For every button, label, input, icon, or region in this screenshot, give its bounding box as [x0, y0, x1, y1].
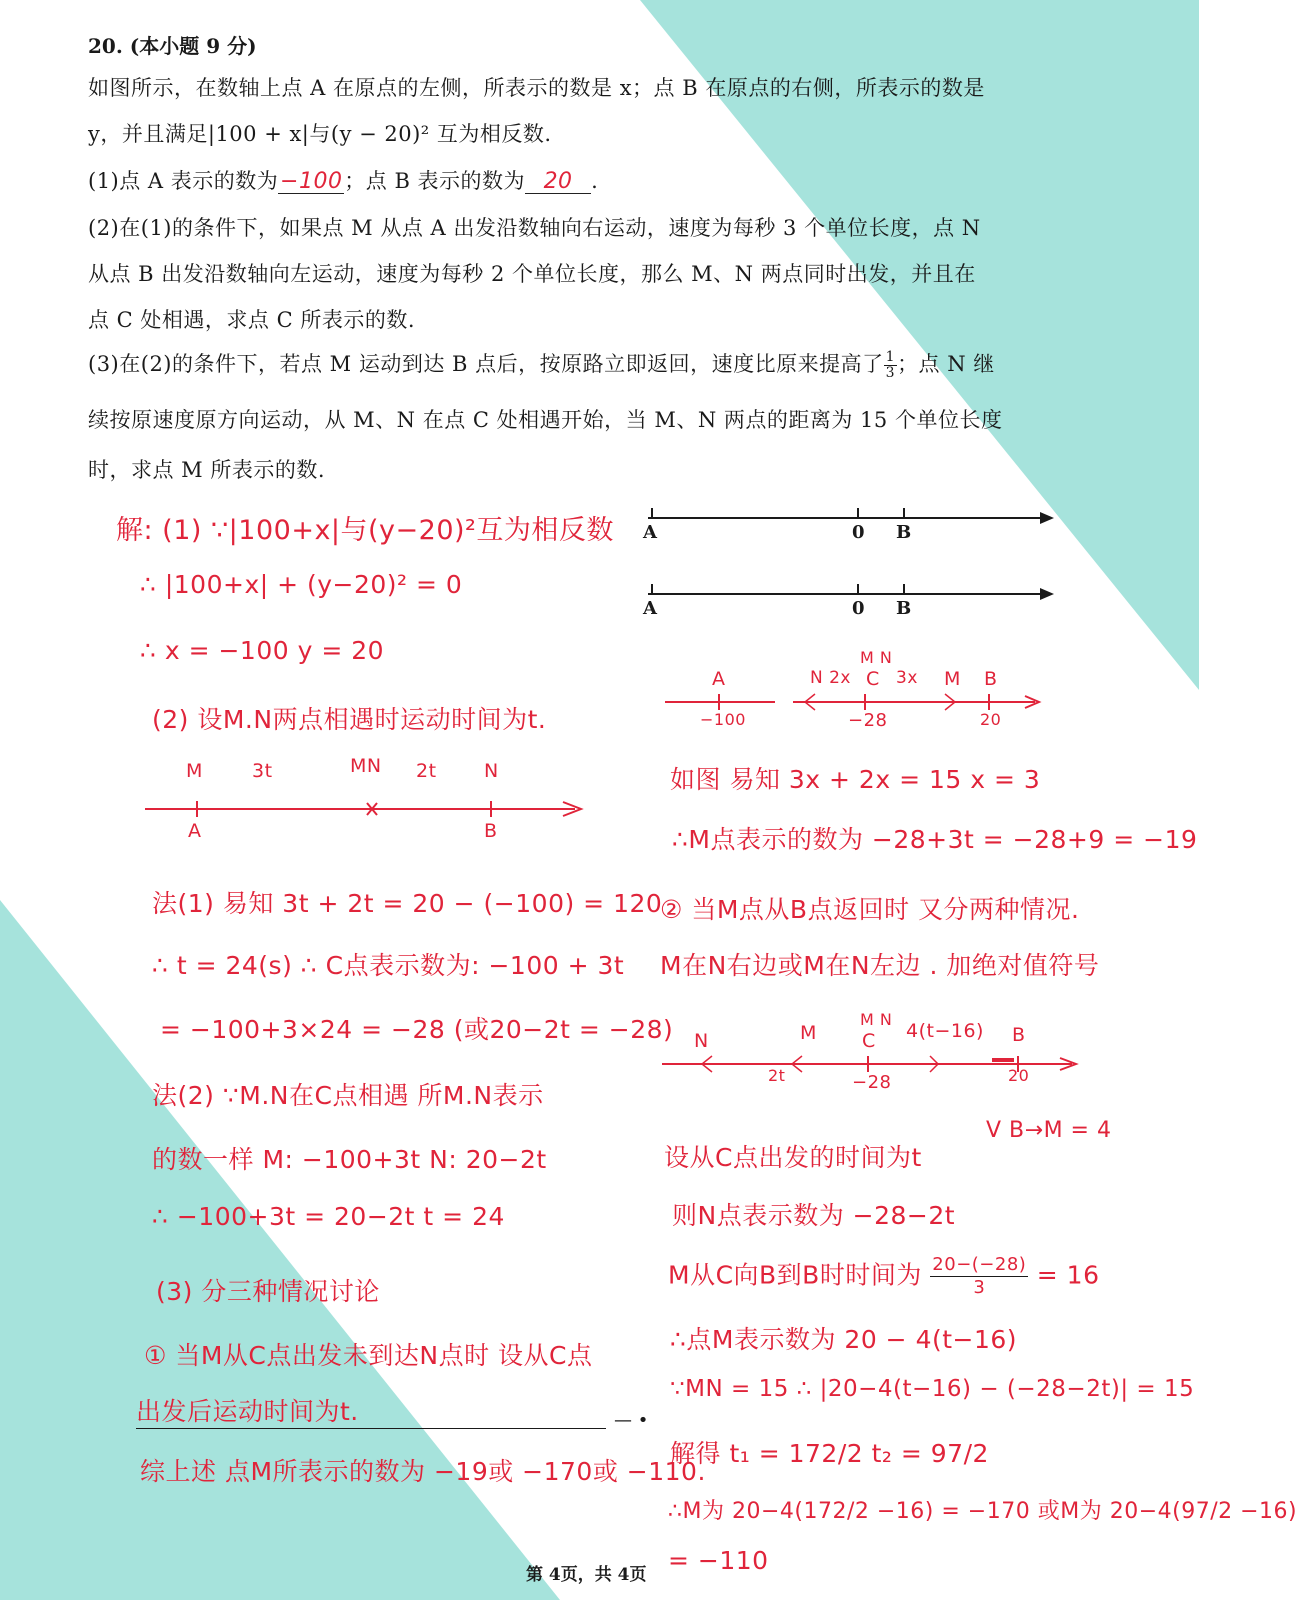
sol-right-7-result: = 16 — [1036, 1260, 1100, 1290]
sol-right-6: 则N点表示数为 −28−2t — [672, 1201, 956, 1230]
part-3-line-2: 续按原速度原方向运动，从 M、N 在点 C 处相遇开始，当 M、N 两点的距离为 15 个单位长度 — [88, 408, 1003, 432]
sol-right-4: M在N右边或M在N左边 . 加绝对值符号 — [660, 951, 1100, 980]
d3-b: B — [1012, 1024, 1026, 1046]
sol-right-1: 如图 易知 3x + 2x = 15 x = 3 — [670, 765, 1041, 794]
part-3-line-3: 时，求点 M 所表示的数. — [88, 458, 326, 482]
hw-number-line-1 — [145, 795, 590, 825]
sol-right-5-velocity: V B→M = 4 — [986, 1118, 1112, 1143]
d3-val-1: −28 — [852, 1072, 892, 1093]
d2-val-3: 20 — [980, 710, 1002, 729]
sol-right-7-text: M从C向B到B时时间为 — [668, 1260, 922, 1290]
sol-line-7: = −100+3×24 = −28 (或20−2t = −28) — [160, 1015, 674, 1044]
sol-line-13-dots: — • — [614, 1410, 649, 1431]
part-2-line-1: (2)在(1)的条件下，如果点 M 从点 A 出发沿数轴向右运动，速度为每秒 3 个单位长度，点 N — [88, 216, 981, 240]
d1-3t: 3t — [252, 760, 273, 782]
sol-right-7-den: 3 — [973, 1277, 986, 1298]
sol-right-2: ∴M点表示的数为 −28+3t = −28+9 = −19 — [672, 825, 1198, 854]
sol-right-5: 设从C点出发的时间为t — [664, 1143, 922, 1172]
d2-mn: M N — [860, 648, 893, 667]
sol-line-6: ∴ t = 24(s) ∴ C点表示数为: −100 + 3t — [152, 951, 625, 980]
printed-number-line-1 — [640, 500, 1050, 560]
intro-line-2: y，并且满足|100 + x|与(y − 20)² 互为相反数. — [88, 122, 552, 146]
sol-line-5: 法(1) 易知 3t + 2t = 20 − (−100) = 120 — [152, 889, 663, 918]
axis2-label-b: B — [896, 598, 912, 619]
d3-2t: 2t — [768, 1066, 786, 1085]
page-footer: 第 4页，共 4页 — [526, 1565, 647, 1585]
sol-right-10: 解得 t₁ = 172/2 t₂ = 97/2 — [670, 1439, 989, 1468]
d1-a: A — [188, 820, 202, 842]
part-2-line-3: 点 C 处相遇，求点 C 所表示的数. — [88, 308, 416, 332]
one-third-fraction — [884, 350, 897, 381]
part-3-line-1-a: (3)在(2)的条件下，若点 M 运动到达 B 点后，按原路立即返回，速度比原来提高了 — [88, 352, 884, 376]
d1-n: N — [484, 760, 499, 782]
sol-right-12: = −110 — [668, 1546, 769, 1575]
axis1-label-origin: 0 — [852, 522, 865, 543]
printed-number-line-2 — [640, 576, 1050, 636]
answer-a-blank: −100 — [280, 169, 343, 194]
part-1-prefix: (1)点 A 表示的数为 — [88, 169, 279, 193]
d2-val-1: −100 — [700, 710, 746, 729]
d3-c: C — [862, 1030, 876, 1052]
axis2-label-origin: 0 — [852, 598, 865, 619]
part-1-suffix: . — [591, 169, 599, 193]
sol-line-10: ∴ −100+3t = 20−2t t = 24 — [152, 1202, 505, 1231]
d2-c: C — [866, 668, 880, 690]
d1-b: B — [484, 820, 498, 842]
axis1-label-a: A — [643, 522, 657, 543]
sol-line-9: 的数一样 M: −100+3t N: 20−2t — [152, 1145, 547, 1174]
sol-right-7-num: 20−(−28) — [932, 1254, 1027, 1275]
sol-right-7-fraction — [930, 1254, 1028, 1299]
d3-val-2: 20 — [1008, 1066, 1030, 1085]
sol-right-9: ∵MN = 15 ∴ |20−4(t−16) − (−28−2t)| = 15 — [670, 1376, 1195, 1402]
problem-header — [88, 30, 257, 59]
fraction-numerator: 1 — [885, 349, 896, 365]
sol-line-11: (3) 分三种情况讨论 — [156, 1277, 380, 1306]
sol-right-11: ∴M为 20−4(172/2 −16) = −170 或M为 20−4(97/2 −16) — [668, 1499, 1297, 1524]
d2-m: M — [944, 668, 961, 690]
sol-right-8: ∴点M表示数为 20 − 4(t−16) — [670, 1325, 1018, 1354]
part-1-question — [88, 165, 598, 195]
sol-line-4: (2) 设M.N两点相遇时运动时间为t. — [152, 705, 547, 734]
sol-line-3: ∴ x = −100 y = 20 — [140, 636, 385, 665]
sol-right-7 — [668, 1254, 1100, 1299]
sol-line-14: 综上述 点M所表示的数为 −19或 −170或 −110. — [140, 1457, 706, 1486]
d2-a: A — [712, 668, 726, 690]
axis2-label-a: A — [643, 598, 657, 619]
intro-line-1: 如图所示，在数轴上点 A 在原点的左侧，所表示的数是 x；点 B 在原点的右侧，所表示的数是 — [88, 76, 985, 100]
sol-line-1: 解: (1) ∵|100+x|与(y−20)²互为相反数 — [116, 515, 614, 546]
d2-3x: 3x — [896, 668, 918, 688]
answer-b-blank: 20 — [525, 171, 591, 194]
d2-n2x: N 2x — [810, 668, 851, 688]
d3-m: M — [800, 1022, 817, 1044]
fraction-denominator: 3 — [885, 365, 896, 381]
problem-points: (本小题 9 分) — [129, 34, 257, 58]
d3-4t-16: 4(t−16) — [906, 1020, 984, 1042]
problem-number: 20. — [88, 34, 123, 58]
d2-b: B — [984, 668, 998, 690]
axis1-label-b: B — [896, 522, 912, 543]
sol-line-13: 出发后运动时间为t. — [136, 1392, 606, 1429]
d3-mn: M N — [860, 1010, 893, 1029]
sol-line-8: 法(2) ∵M.N在C点相遇 所M.N表示 — [152, 1081, 544, 1110]
part-2-line-2: 从点 B 出发沿数轴向左运动，速度为每秒 2 个单位长度，那么 M、N 两点同时出发，并且在 — [88, 262, 976, 286]
d1-mn: MN — [350, 755, 382, 777]
part-1-mid: ；点 B 表示的数为 — [344, 169, 526, 193]
sol-line-12: ① 当M从C点出发未到达N点时 设从C点 — [144, 1341, 593, 1370]
sol-right-3: ② 当M点从B点返回时 又分两种情况. — [660, 895, 1080, 924]
part-3-line-1 — [88, 348, 995, 381]
d3-n: N — [694, 1030, 709, 1052]
part-3-line-1-b: ；点 N 继 — [897, 352, 995, 376]
sol-line-2: ∴ |100+x| + (y−20)² = 0 — [140, 570, 463, 599]
d2-val-2: −28 — [848, 710, 888, 731]
d1-m: M — [186, 760, 203, 782]
d1-2t: 2t — [416, 760, 437, 782]
